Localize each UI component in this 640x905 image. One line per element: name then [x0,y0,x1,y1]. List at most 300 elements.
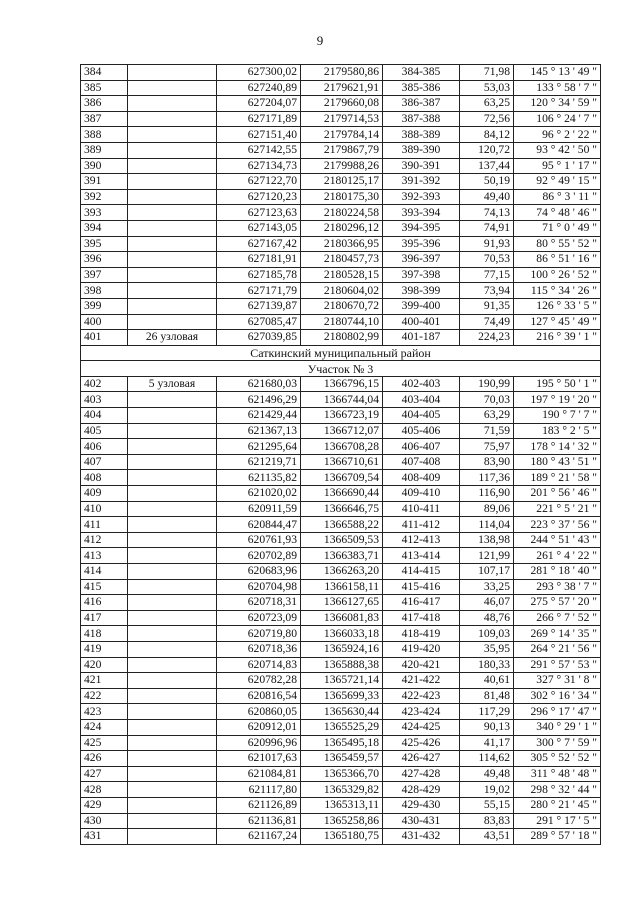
segment-cell: 392-393 [383,189,460,205]
segment-cell: 405-406 [383,423,460,439]
table-row [81,439,601,455]
node-type-cell [128,673,217,689]
length-cell: 190,99 [460,376,514,392]
node-type-cell [128,626,217,642]
point-number-cell: 416 [81,595,128,611]
length-cell: 180,33 [460,657,514,673]
node-type-cell [128,532,217,548]
coord-y-cell: 1365699,33 [301,688,383,704]
table-row [81,595,601,611]
coord-x-cell: 620719,80 [217,626,301,642]
segment-cell: 409-410 [383,486,460,502]
length-cell: 83,90 [460,454,514,470]
segment-cell: 394-395 [383,220,460,236]
node-type-cell [128,80,217,96]
point-number-cell: 425 [81,735,128,751]
node-type-cell [128,314,217,330]
node-type-cell [128,174,217,190]
bearing-cell: 221 ° 5 ' 21 " [514,501,601,517]
table-row [81,330,601,346]
coord-y-cell: 1366690,44 [301,486,383,502]
bearing-cell: 281 ° 18 ' 40 " [514,564,601,580]
length-cell: 41,17 [460,735,514,751]
node-type-cell [128,283,217,299]
coord-x-cell: 627123,63 [217,205,301,221]
node-type-cell [128,688,217,704]
coord-x-cell: 627185,78 [217,267,301,283]
coord-x-cell: 620996,96 [217,735,301,751]
bearing-cell: 190 ° 7 ' 7 " [514,408,601,424]
table-row [81,688,601,704]
coord-x-cell: 620860,05 [217,704,301,720]
point-number-cell: 421 [81,673,128,689]
bearing-cell: 298 ° 32 ' 44 " [514,782,601,798]
node-type-cell [128,127,217,143]
coord-x-cell: 621295,64 [217,439,301,455]
coord-y-cell: 2179867,79 [301,142,383,158]
table-row [81,641,601,657]
section-plot: Участок № 3 [81,361,601,377]
bearing-cell: 340 ° 29 ' 1 " [514,719,601,735]
bearing-cell: 127 ° 45 ' 49 " [514,314,601,330]
bearing-cell: 197 ° 19 ' 20 " [514,392,601,408]
length-cell: 19,02 [460,782,514,798]
section-district: Саткинский муниципальный район [81,345,601,361]
coord-x-cell: 627122,70 [217,174,301,190]
point-number-cell: 403 [81,392,128,408]
coord-y-cell: 1365721,14 [301,673,383,689]
coord-x-cell: 627139,87 [217,298,301,314]
length-cell: 49,40 [460,189,514,205]
point-number-cell: 387 [81,111,128,127]
coord-x-cell: 621017,63 [217,751,301,767]
coord-y-cell: 1365495,18 [301,735,383,751]
segment-cell: 415-416 [383,579,460,595]
bearing-cell: 126 ° 33 ' 5 " [514,298,601,314]
node-type-cell [128,252,217,268]
length-cell: 114,62 [460,751,514,767]
segment-cell: 393-394 [383,205,460,221]
section-row-plot [81,361,601,377]
coord-x-cell: 621084,81 [217,766,301,782]
segment-cell: 400-401 [383,314,460,330]
node-type-cell [128,408,217,424]
coord-x-cell: 621020,02 [217,486,301,502]
segment-cell: 412-413 [383,532,460,548]
coord-x-cell: 621429,44 [217,408,301,424]
table-row [81,719,601,735]
coord-x-cell: 627142,55 [217,142,301,158]
table-row [81,267,601,283]
table-row [81,564,601,580]
bearing-cell: 300 ° 7 ' 59 " [514,735,601,751]
node-type-cell [128,735,217,751]
coord-x-cell: 620723,09 [217,610,301,626]
segment-cell: 404-405 [383,408,460,424]
segment-cell: 413-414 [383,548,460,564]
coord-x-cell: 627171,79 [217,283,301,299]
coord-y-cell: 1366127,65 [301,595,383,611]
segment-cell: 397-398 [383,267,460,283]
node-type-cell [128,766,217,782]
node-type-cell [128,595,217,611]
node-type-cell [128,719,217,735]
bearing-cell: 296 ° 17 ' 47 " [514,704,601,720]
coord-x-cell: 620718,36 [217,641,301,657]
coord-y-cell: 2180125,17 [301,174,383,190]
point-number-cell: 423 [81,704,128,720]
length-cell: 116,90 [460,486,514,502]
segment-cell: 416-417 [383,595,460,611]
table-row [81,65,601,81]
segment-cell: 418-419 [383,626,460,642]
coord-y-cell: 2180528,15 [301,267,383,283]
node-type-cell [128,205,217,221]
coord-y-cell: 2179621,91 [301,80,383,96]
bearing-cell: 178 ° 14 ' 32 " [514,439,601,455]
segment-cell: 390-391 [383,158,460,174]
node-type-cell [128,797,217,813]
bearing-cell: 275 ° 57 ' 20 " [514,595,601,611]
length-cell: 55,15 [460,797,514,813]
length-cell: 75,97 [460,439,514,455]
coord-x-cell: 620911,59 [217,501,301,517]
table-row [81,673,601,689]
coord-y-cell: 1366263,20 [301,564,383,580]
table-row [81,532,601,548]
node-type-cell [128,829,217,845]
point-number-cell: 413 [81,548,128,564]
point-number-cell: 406 [81,439,128,455]
point-number-cell: 427 [81,766,128,782]
table-row [81,142,601,158]
table-row [81,174,601,190]
table-row [81,392,601,408]
table-row [81,283,601,299]
table-row [81,80,601,96]
segment-cell: 407-408 [383,454,460,470]
table-body-plot-3 [81,376,601,844]
node-type-cell [128,704,217,720]
coord-x-cell: 621117,80 [217,782,301,798]
point-number-cell: 397 [81,267,128,283]
bearing-cell: 80 ° 55 ' 52 " [514,236,601,252]
table-row [81,158,601,174]
node-type-cell [128,657,217,673]
point-number-cell: 409 [81,486,128,502]
length-cell: 91,93 [460,236,514,252]
length-cell: 120,72 [460,142,514,158]
point-number-cell: 405 [81,423,128,439]
bearing-cell: 280 ° 21 ' 45 " [514,797,601,813]
coord-y-cell: 2180604,02 [301,283,383,299]
table-row [81,376,601,392]
segment-cell: 408-409 [383,470,460,486]
length-cell: 107,17 [460,564,514,580]
coord-y-cell: 2180366,95 [301,236,383,252]
length-cell: 43,51 [460,829,514,845]
point-number-cell: 417 [81,610,128,626]
point-number-cell: 393 [81,205,128,221]
point-number-cell: 430 [81,813,128,829]
coord-y-cell: 1365525,29 [301,719,383,735]
length-cell: 63,25 [460,96,514,112]
coord-x-cell: 627039,85 [217,330,301,346]
length-cell: 117,29 [460,704,514,720]
bearing-cell: 183 ° 2 ' 5 " [514,423,601,439]
point-number-cell: 414 [81,564,128,580]
bearing-cell: 96 ° 2 ' 22 " [514,127,601,143]
segment-cell: 424-425 [383,719,460,735]
bearing-cell: 311 ° 48 ' 48 " [514,766,601,782]
length-cell: 74,49 [460,314,514,330]
point-number-cell: 385 [81,80,128,96]
point-number-cell: 424 [81,719,128,735]
point-number-cell: 418 [81,626,128,642]
segment-cell: 422-423 [383,688,460,704]
length-cell: 224,23 [460,330,514,346]
bearing-cell: 223 ° 37 ' 56 " [514,517,601,533]
coord-x-cell: 627204,07 [217,96,301,112]
table-row [81,704,601,720]
table-row [81,797,601,813]
node-type-cell [128,142,217,158]
node-type-cell [128,548,217,564]
bearing-cell: 266 ° 7 ' 52 " [514,610,601,626]
node-type-cell [128,579,217,595]
segment-cell: 398-399 [383,283,460,299]
bearing-cell: 71 ° 0 ' 49 " [514,220,601,236]
coord-y-cell: 1366509,53 [301,532,383,548]
length-cell: 89,06 [460,501,514,517]
coord-x-cell: 620912,01 [217,719,301,735]
coord-x-cell: 627143,05 [217,220,301,236]
node-type-cell [128,65,217,81]
bearing-cell: 189 ° 21 ' 58 " [514,470,601,486]
segment-cell: 399-400 [383,298,460,314]
table-row [81,626,601,642]
coord-x-cell: 627151,40 [217,127,301,143]
point-number-cell: 407 [81,454,128,470]
coord-x-cell: 620816,54 [217,688,301,704]
bearing-cell: 133 ° 58 ' 7 " [514,80,601,96]
coord-y-cell: 1366646,75 [301,501,383,517]
segment-cell: 402-403 [383,376,460,392]
coord-x-cell: 621126,89 [217,797,301,813]
coord-y-cell: 1366723,19 [301,408,383,424]
coord-y-cell: 1366710,61 [301,454,383,470]
segment-cell: 411-412 [383,517,460,533]
segment-cell: 406-407 [383,439,460,455]
coord-x-cell: 620702,89 [217,548,301,564]
coord-y-cell: 1365258,86 [301,813,383,829]
point-number-cell: 388 [81,127,128,143]
table-row [81,501,601,517]
coord-y-cell: 1366709,54 [301,470,383,486]
point-number-cell: 392 [81,189,128,205]
coord-y-cell: 1365313,11 [301,797,383,813]
coord-y-cell: 1366588,22 [301,517,383,533]
segment-cell: 431-432 [383,829,460,845]
length-cell: 46,07 [460,595,514,611]
table-row [81,517,601,533]
segment-cell: 388-389 [383,127,460,143]
point-number-cell: 400 [81,314,128,330]
length-cell: 50,19 [460,174,514,190]
coord-x-cell: 620761,93 [217,532,301,548]
length-cell: 33,25 [460,579,514,595]
coord-y-cell: 2180802,99 [301,330,383,346]
point-number-cell: 399 [81,298,128,314]
length-cell: 81,48 [460,688,514,704]
bearing-cell: 302 ° 16 ' 34 " [514,688,601,704]
segment-cell: 389-390 [383,142,460,158]
point-number-cell: 410 [81,501,128,517]
table-row [81,454,601,470]
length-cell: 72,56 [460,111,514,127]
point-number-cell: 426 [81,751,128,767]
node-type-cell [128,189,217,205]
segment-cell: 427-428 [383,766,460,782]
point-number-cell: 431 [81,829,128,845]
bearing-cell: 291 ° 57 ' 53 " [514,657,601,673]
bearing-cell: 264 ° 21 ' 56 " [514,641,601,657]
node-type-cell [128,564,217,580]
segment-cell: 396-397 [383,252,460,268]
coord-y-cell: 1366796,15 [301,376,383,392]
point-number-cell: 429 [81,797,128,813]
coord-x-cell: 620714,83 [217,657,301,673]
segment-cell: 410-411 [383,501,460,517]
bearing-cell: 145 ° 13 ' 49 " [514,65,601,81]
length-cell: 53,03 [460,80,514,96]
table-row [81,486,601,502]
point-number-cell: 415 [81,579,128,595]
node-type-cell [128,813,217,829]
table-row [81,205,601,221]
length-cell: 91,35 [460,298,514,314]
coord-y-cell: 2180296,12 [301,220,383,236]
coord-x-cell: 620683,96 [217,564,301,580]
length-cell: 70,53 [460,252,514,268]
table-row [81,548,601,564]
length-cell: 77,15 [460,267,514,283]
bearing-cell: 74 ° 48 ' 46 " [514,205,601,221]
bearing-cell: 291 ° 17 ' 5 " [514,813,601,829]
segment-cell: 428-429 [383,782,460,798]
segment-cell: 417-418 [383,610,460,626]
table-row [81,470,601,486]
point-number-cell: 391 [81,174,128,190]
coord-x-cell: 620844,47 [217,517,301,533]
bearing-cell: 115 ° 34 ' 26 " [514,283,601,299]
node-type-cell [128,158,217,174]
table-row [81,766,601,782]
point-number-cell: 384 [81,65,128,81]
point-number-cell: 422 [81,688,128,704]
node-type-cell [128,641,217,657]
length-cell: 71,98 [460,65,514,81]
bearing-cell: 244 ° 51 ' 43 " [514,532,601,548]
segment-cell: 421-422 [383,673,460,689]
bearing-cell: 269 ° 14 ' 35 " [514,626,601,642]
point-number-cell: 389 [81,142,128,158]
point-number-cell: 394 [81,220,128,236]
length-cell: 49,48 [460,766,514,782]
coord-y-cell: 2180457,73 [301,252,383,268]
table-row [81,751,601,767]
point-number-cell: 386 [81,96,128,112]
coord-x-cell: 620718,31 [217,595,301,611]
table-row [81,408,601,424]
coord-y-cell: 1366744,04 [301,392,383,408]
table-row [81,314,601,330]
point-number-cell: 395 [81,236,128,252]
segment-cell: 387-388 [383,111,460,127]
length-cell: 121,99 [460,548,514,564]
node-type-cell: 26 узловая [128,330,217,346]
coord-x-cell: 627085,47 [217,314,301,330]
length-cell: 70,03 [460,392,514,408]
node-type-cell [128,751,217,767]
bearing-cell: 92 ° 49 ' 15 " [514,174,601,190]
bearing-cell: 86 ° 51 ' 16 " [514,252,601,268]
segment-cell: 395-396 [383,236,460,252]
point-number-cell: 419 [81,641,128,657]
length-cell: 71,59 [460,423,514,439]
table-row [81,579,601,595]
coord-x-cell: 627167,42 [217,236,301,252]
coord-y-cell: 2180175,30 [301,189,383,205]
point-number-cell: 408 [81,470,128,486]
node-type-cell [128,517,217,533]
coord-x-cell: 627181,91 [217,252,301,268]
coord-y-cell: 1365366,70 [301,766,383,782]
bearing-cell: 100 ° 26 ' 52 " [514,267,601,283]
bearing-cell: 195 ° 50 ' 1 " [514,376,601,392]
table-row [81,96,601,112]
segment-cell: 419-420 [383,641,460,657]
coord-x-cell: 621496,29 [217,392,301,408]
length-cell: 138,98 [460,532,514,548]
bearing-cell: 305 ° 52 ' 52 " [514,751,601,767]
node-type-cell [128,501,217,517]
node-type-cell [128,220,217,236]
coord-y-cell: 2179988,26 [301,158,383,174]
length-cell: 84,12 [460,127,514,143]
coord-y-cell: 2180744,10 [301,314,383,330]
coord-y-cell: 2180224,58 [301,205,383,221]
coord-y-cell: 1366033,18 [301,626,383,642]
length-cell: 83,83 [460,813,514,829]
node-type-cell [128,454,217,470]
table-row [81,298,601,314]
segment-cell: 420-421 [383,657,460,673]
bearing-cell: 261 ° 4 ' 22 " [514,548,601,564]
node-type-cell [128,470,217,486]
coord-y-cell: 1365329,82 [301,782,383,798]
node-type-cell [128,486,217,502]
coord-y-cell: 1366158,11 [301,579,383,595]
bearing-cell: 180 ° 43 ' 51 " [514,454,601,470]
table-row [81,252,601,268]
bearing-cell: 327 ° 31 ' 8 " [514,673,601,689]
length-cell: 114,04 [460,517,514,533]
table-row [81,782,601,798]
length-cell: 74,91 [460,220,514,236]
coordinates-table [80,64,601,845]
point-number-cell: 428 [81,782,128,798]
